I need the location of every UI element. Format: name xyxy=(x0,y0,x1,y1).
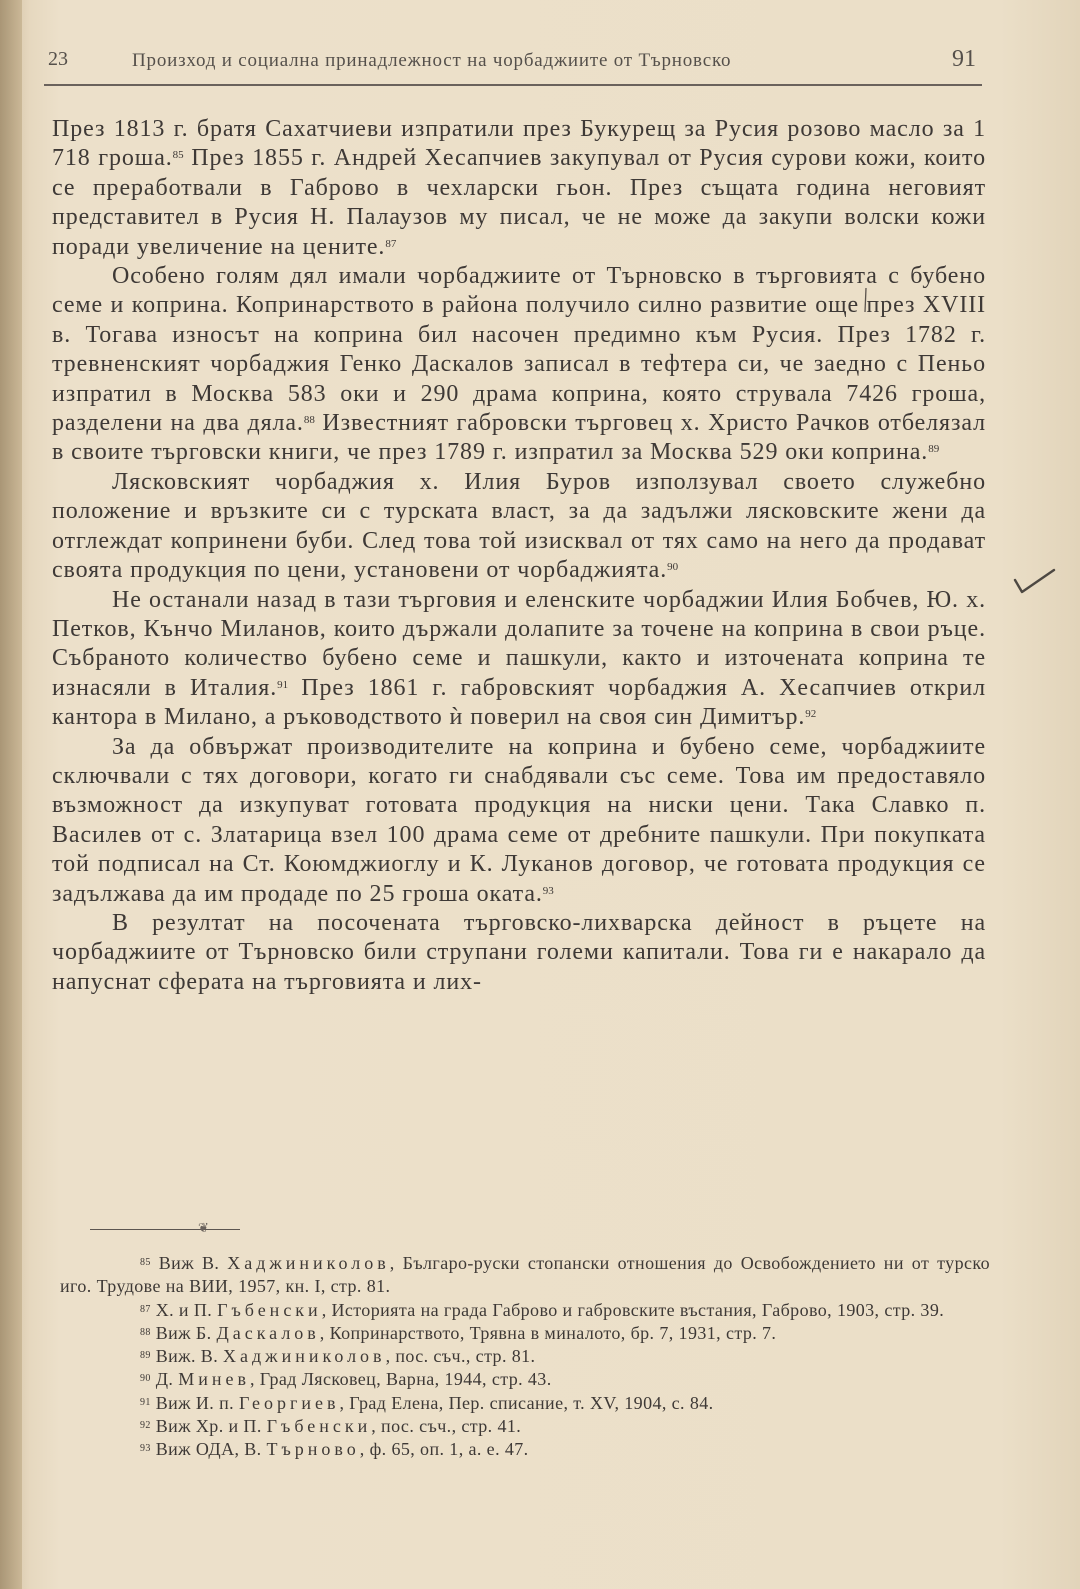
footnote-author: Гъбенски xyxy=(217,1299,322,1320)
paragraph-text: През 1813 г. братя Сахатчиеви изпратили през Букурещ за Русия розово масло за 1 718 гроша. xyxy=(52,116,986,172)
footnote-prefix: Виж Б. xyxy=(155,1322,217,1343)
footnote-reference[interactable]: 93 xyxy=(542,884,554,897)
paragraph-text: В резултат на посочената търговско-лихварска дейност в ръцете на чорбаджиите от Търновско били струпани големи капитали. Това ги е накарало да напуснат сферата на търговията и лих- xyxy=(52,909,986,995)
paragraph-text: Лясковският чорбаджия х. Илия Буров използувал своето служебно положение и връзките си с турската власт, за да задължи лясковските жени да отглеждат копринени буби. След това той изисквал от тях само на него да продават своята продукция по цени, установени от чорбаджията. xyxy=(52,468,986,584)
footnote-number: 85 xyxy=(140,1257,151,1268)
paragraph-text: За да обвържат производителите на коприна и бубено семе, чорбаджиите сключвали с тях договори, когато ги снабдявали със семе. Това им предоставяло възможност да изкупуват готовата продукция на ниски цени. Така Славко п. Василев от с. Златарица взел 100 драма семе от дребните пашкули. При покупката той подписал на Ст. Коюмджиоглу и К. Луканов договор, че готовата продукция се задължава да им продаде по 25 гроша оката. xyxy=(52,733,986,907)
footnote-prefix: Виж Хр. и П. xyxy=(155,1416,267,1437)
page-header xyxy=(44,46,984,78)
footnote-author: Хаджиниколов xyxy=(223,1346,386,1367)
footnote-reference[interactable]: 90 xyxy=(667,561,679,574)
footnote-number: 92 xyxy=(140,1420,151,1432)
footnote-reference[interactable]: 89 xyxy=(928,443,940,456)
body-paragraph xyxy=(52,586,986,733)
page-number: 91 xyxy=(952,46,976,72)
footnote-author: Минев xyxy=(178,1369,250,1390)
footnote-citation: , ф. 65, оп. 1, а. е. 47. xyxy=(359,1439,529,1460)
footnote xyxy=(60,1252,990,1299)
footnote-citation: , Копринарството, Трявна в миналото, бр. 7, 1931, стр. 7. xyxy=(319,1322,777,1343)
footnote-prefix: Х. и П. xyxy=(155,1299,218,1320)
footnote-reference[interactable]: 92 xyxy=(805,708,817,721)
footnote xyxy=(60,1345,990,1368)
body-paragraph xyxy=(52,468,986,586)
footnote-reference[interactable]: 87 xyxy=(385,237,397,250)
footnote-citation: , пос. съч., стр. 41. xyxy=(371,1416,522,1437)
section-number: 23 xyxy=(48,48,68,70)
paragraph-text: Не останали назад в тази търговия и еленските чорбаджии Илия Бобчев, Ю. х. Петков, Кънчо Миланов, които държали долапите за точене на коприна в свои ръце. Събраното количество бубено семе и пашкули, както и източената коприна те изнасяли в Италия. xyxy=(52,586,986,701)
paragraph-text: Особено голям дял имали чорбаджиите от Търновско в търговията с бубено семе и коприна. Копринарството в района получило силно развитие още през XVIII в. Тогава износът на коприна бил насочен предимно към Русия. През 1782 г. тревненският чорбаджия Генко Даскалов записал в тефтера си, че заедно с Пеньо изпратил в Москва 583 оки и 290 драма коприна, която струвала 7426 гроша, разделени на два дяла. xyxy=(52,263,986,437)
footnote-number: 89 xyxy=(140,1350,151,1362)
ornament-glyph: ❦ xyxy=(198,1220,209,1235)
footnote xyxy=(60,1392,990,1415)
footnote-separator xyxy=(90,1229,240,1230)
book-binding-edge xyxy=(0,0,22,1589)
running-title: Произход и социална принадлежност на чорбаджиите от Търновско xyxy=(132,50,732,71)
footnote-reference[interactable]: 91 xyxy=(277,678,289,691)
handwritten-check-mark xyxy=(1012,566,1058,596)
footnote-citation: , Град Лясковец, Варна, 1944, стр. 43. xyxy=(249,1369,552,1390)
footnote xyxy=(60,1322,990,1345)
footnote-prefix: Виж В. xyxy=(158,1253,228,1273)
footnote-author: Гъбенски xyxy=(266,1416,372,1437)
body-paragraph xyxy=(52,262,986,468)
footnote-prefix: Д. xyxy=(155,1369,179,1390)
footnote xyxy=(60,1415,990,1438)
footnote xyxy=(60,1368,990,1391)
footnote-number: 87 xyxy=(140,1303,151,1315)
footnotes xyxy=(60,1252,990,1462)
footnote-author: Хаджиниколов xyxy=(227,1253,390,1273)
footnote-number: 93 xyxy=(140,1443,151,1455)
footnote-citation: , Град Елена, Пер. списание, т. XV, 1904, с. 84. xyxy=(339,1392,714,1413)
footnote-prefix: Виж. В. xyxy=(155,1346,223,1367)
footnote-reference[interactable]: 85 xyxy=(172,149,184,162)
footnote-author: Търново xyxy=(266,1439,360,1460)
footnote-citation: , пос. съч., стр. 81. xyxy=(385,1346,536,1367)
footnote xyxy=(60,1438,990,1461)
footnote xyxy=(60,1299,990,1322)
pencil-tick-mark xyxy=(860,286,872,314)
footnote-citation: , Историята на града Габрово и габровските въстания, Габрово, 1903, стр. 39. xyxy=(321,1299,945,1320)
paragraph-text: Известният габровски търговец х. Христо Рачков отбелязал в своите търговски книги, че през 1789 г. изпратил за Москва 529 оки коприна. xyxy=(52,410,987,466)
paragraph-text: През 1855 г. Андрей Хесапчиев закупувал от Русия сурови кожи, които се преработвали в Габрово в чехларски гьон. През същата година неговият представител в Русия Н. Палаузов му писал, че не може да закупи волски кожи поради увеличение на цените. xyxy=(52,145,987,260)
footnote-number: 90 xyxy=(140,1373,151,1385)
footnote-reference[interactable]: 88 xyxy=(303,414,315,427)
header-rule xyxy=(44,84,982,86)
body-paragraph xyxy=(52,115,986,262)
footnote-number: 91 xyxy=(140,1396,151,1408)
footnote-author: Георгиев xyxy=(238,1392,340,1413)
body-paragraph xyxy=(52,909,986,997)
footnote-author: Даскалов xyxy=(216,1322,320,1343)
footnote-prefix: Виж ОДА, В. xyxy=(155,1439,267,1460)
body-text xyxy=(52,115,986,997)
paragraph-text: През 1861 г. габровският чорбаджия А. Хесапчиев открил кантора в Милано, а ръководството ѝ поверил на своя син Димитър. xyxy=(52,674,986,731)
footnote-number: 88 xyxy=(140,1326,151,1338)
footnote-prefix: Виж И. п. xyxy=(155,1392,239,1413)
footnote-citation: , Българо-руски стопански отношения до Освобождението ни от турско иго. Трудове на ВИИ, 1957, кн. I, стр. 81. xyxy=(60,1253,990,1297)
body-paragraph xyxy=(52,733,986,909)
